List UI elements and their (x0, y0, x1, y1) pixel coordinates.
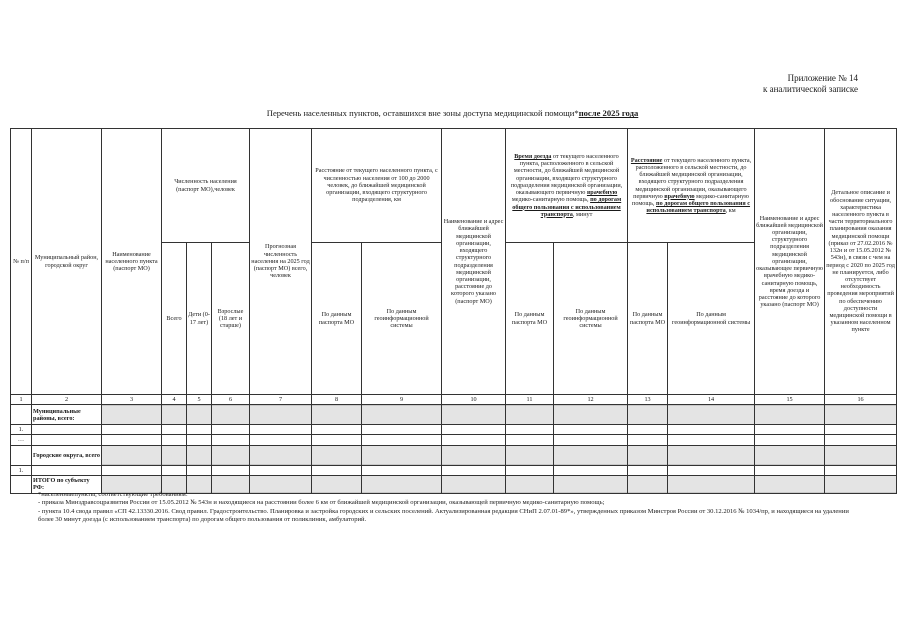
table-cell (668, 465, 755, 475)
road-distance-text-2: медико-санитарную помощь, (632, 192, 749, 207)
table-cell (442, 425, 506, 435)
column-number-cell: 5 (187, 395, 212, 405)
table-cell (162, 405, 187, 425)
column-number-cell: 6 (212, 395, 250, 405)
column-number-cell: 1 (11, 395, 32, 405)
header-population-children: Дети (0-17 лет) (187, 243, 212, 395)
header-forecast-population: Прогнозная численность населения на 2025 год (паспорт МО) всего, человек (250, 129, 312, 395)
column-number-cell: 13 (628, 395, 668, 405)
row-label: Городские округа, всего (33, 451, 100, 459)
table-cell (506, 405, 554, 425)
table-cell (755, 445, 825, 465)
header-distance-gis: По данным геоинформационной системы (362, 243, 442, 395)
table-cell (554, 445, 628, 465)
table-cell (755, 435, 825, 445)
row-label-cell (32, 425, 102, 435)
road-distance-text-3: , км (725, 207, 736, 215)
table-cell (212, 435, 250, 445)
travel-time-emphasis-3: по дорогам общего пользования с использованием транспорта (512, 196, 622, 218)
table-cell (628, 405, 668, 425)
table-cell (628, 465, 668, 475)
column-number-cell: 14 (668, 395, 755, 405)
table-cell (250, 465, 312, 475)
table-cell (506, 435, 554, 445)
header-population-group: Численность населения (паспорт МО),человек (162, 129, 250, 243)
travel-time-emphasis-2: врачебную (586, 189, 618, 197)
table-cell (102, 445, 162, 465)
title-main: Перечень населенных пунктов, оставшихся вне зоны доступа медицинской помощи* (266, 108, 579, 118)
table-cell (825, 435, 897, 445)
table-cell (162, 435, 187, 445)
travel-time-text-2: медико-санитарную помощь, (511, 196, 591, 204)
table-cell (162, 465, 187, 475)
table-cell (102, 465, 162, 475)
table-cell (628, 435, 668, 445)
table-cell (442, 465, 506, 475)
table-cell (668, 445, 755, 465)
table-cell (187, 445, 212, 465)
table-cell (102, 425, 162, 435)
table-row (11, 465, 897, 475)
table-cell (442, 435, 506, 445)
header-nearest-organization: Наименование и адрес ближайшей медицинской организации, входящего структурного подразделения медицинской организации, расстояние до которого указано (паспорт МО) (442, 129, 506, 395)
row-number-cell: 1. (11, 465, 32, 475)
road-distance-emphasis: Расстояние (630, 156, 663, 164)
row-label-cell (32, 435, 102, 445)
header-road-distance-passport: По данным паспорта МО (628, 243, 668, 395)
row-label: ИТОГО по субъекту РФ: (33, 477, 90, 492)
table-cell (825, 445, 897, 465)
row-number-cell (11, 475, 32, 493)
settlements-table (10, 128, 897, 494)
row-label-cell (32, 465, 102, 475)
header-row-number: № п/п (11, 129, 32, 395)
table-cell (212, 465, 250, 475)
column-number-cell: 10 (442, 395, 506, 405)
table-cell (250, 405, 312, 425)
row-label: Муниципальные районы, всего: (33, 407, 81, 422)
footnotes (38, 491, 858, 525)
footnote-item-2: - пункта 10.4 свода правил «СП 42.13330.2016. Свод правил. Градостроительство. Планировка и застройка городских и сельских поселений. Актуализированная редакция СНиП 2.07.01-89*», утвержденных приказом Минстроя России от 30.12.2016 № 1034/пр, и находящиеся на удалении более 30 минут доезда (с использованием транспорта) по дорогам общего пользования от поликлиник, амбулаторий. (38, 507, 849, 524)
title-bold: после 2025 года (578, 108, 639, 118)
column-number-cell: 9 (362, 395, 442, 405)
column-number-cell: 4 (162, 395, 187, 405)
table-cell (312, 405, 362, 425)
header-road-distance-gis: По данным геоинформационной системы (668, 243, 755, 395)
table-cell (755, 405, 825, 425)
table-cell (312, 465, 362, 475)
table-cell (102, 435, 162, 445)
row-number-cell: 1. (11, 425, 32, 435)
column-number-row (11, 395, 897, 405)
table-cell (825, 425, 897, 435)
table-cell (362, 465, 442, 475)
row-number-cell: … (11, 435, 32, 445)
page-title (0, 108, 905, 118)
column-number-cell: 8 (312, 395, 362, 405)
header-time-gis: По данным геоинформационной системы (554, 243, 628, 395)
header-district: Муниципальный район, городской округ (32, 129, 102, 395)
table-cell (312, 425, 362, 435)
table-cell (187, 435, 212, 445)
row-number-cell (11, 405, 32, 425)
table-cell (554, 405, 628, 425)
header-distance-group: Расстояние от текущего населенного пункта, с численностью населения от 100 до 2000 человек, до ближайшей медицинской организации, входящего структурного подразделения, км (312, 129, 442, 243)
table-cell (162, 445, 187, 465)
table-cell (506, 465, 554, 475)
footnote-item-1: - приказа Минздравсоцразвития России от 15.05.2012 № 543н и находящиеся на расстоянии более 6 км от ближайшей медицинской организации, оказывающей первичную медико-санитарную помощь; (38, 499, 605, 507)
table-cell (628, 425, 668, 435)
table-cell (102, 405, 162, 425)
road-distance-emphasis-2: врачебную (664, 192, 695, 200)
table-cell (362, 445, 442, 465)
table-cell (362, 425, 442, 435)
table-cell (755, 425, 825, 435)
table-cell (668, 425, 755, 435)
header-settlement-name: Наименование населенного пункта (паспорт МО) (102, 129, 162, 395)
table-cell (250, 435, 312, 445)
appendix-line-1: Приложение № 14 (787, 73, 858, 83)
table-cell (825, 465, 897, 475)
table-row (11, 425, 897, 435)
table-cell (250, 425, 312, 435)
column-number-cell: 12 (554, 395, 628, 405)
table-row (11, 405, 897, 425)
travel-time-text-3: , минут (572, 210, 593, 218)
header-time-passport: По данным паспорта МО (506, 243, 554, 395)
row-label-cell (32, 445, 102, 465)
table-cell (628, 445, 668, 465)
table-cell (212, 445, 250, 465)
road-distance-emphasis-3: по дорогам общего пользования с использованием транспорта (646, 199, 751, 215)
table-cell (825, 405, 897, 425)
table-cell (668, 435, 755, 445)
header-detailed-description: Детальное описание и обоснование ситуации, характеристика населенного пункта в части территориального планирования оказания медицинской помощи (приказ от 27.02.2016 № 132н и от 15.05.2012 № 543н), в связи с чем на период с 2020 по 2025 год не планируется, либо отсутствует необходимость проведения мероприятий по обеспечению доступности медицинской помощи в указанном населенном пункте (825, 129, 897, 395)
header-nearest-primary-care: Наименование и адрес ближайшей медицинской организации, структурного подразделения медицинской организации, оказывающее первичную врачебную медико-санитарную помощь, время доезда и расстояние до которого указано (паспорт МО) (755, 129, 825, 395)
header-population-total: Всего (162, 243, 187, 395)
header-travel-time-group (506, 129, 628, 243)
table-cell (668, 405, 755, 425)
table-cell (755, 465, 825, 475)
column-number-cell: 15 (755, 395, 825, 405)
table-cell (554, 425, 628, 435)
header-population-adults: Взрослые (18 лет и старше) (212, 243, 250, 395)
table-cell (506, 425, 554, 435)
table-cell (554, 435, 628, 445)
table-cell (187, 405, 212, 425)
travel-time-text-1: от текущего населенного пункта, расположенного в сельской местности, до ближайшей медицинской организации, входящего структурного подразделения медицинской организации, оказывающего первичную (510, 153, 623, 197)
column-number-cell: 16 (825, 395, 897, 405)
table-cell (162, 425, 187, 435)
header-road-distance-group (628, 129, 755, 243)
row-label-cell (32, 405, 102, 425)
table-cell (442, 405, 506, 425)
column-number-cell: 3 (102, 395, 162, 405)
appendix-label (763, 73, 858, 95)
column-number-cell: 2 (32, 395, 102, 405)
row-number-cell (11, 445, 32, 465)
table-cell (506, 445, 554, 465)
road-distance-text-1: от текущего населенного пункта, расположенного в сельской местности, до ближайшей медицинской организации, входящего структурного подразделения медицинской организации, оказывающего первичную (633, 156, 752, 200)
table-cell (187, 425, 212, 435)
travel-time-emphasis: Время доезда (514, 153, 552, 161)
table-cell (362, 435, 442, 445)
column-number-cell: 7 (250, 395, 312, 405)
table-cell (554, 465, 628, 475)
appendix-line-2: к аналитической записке (763, 84, 858, 94)
table-cell (442, 445, 506, 465)
table-cell (212, 405, 250, 425)
table-row (11, 445, 897, 465)
header-distance-passport: По данным паспорта МО (312, 243, 362, 395)
footnote-heading: *населенныепункты, соответствующие требованиям: (38, 491, 188, 498)
table-cell (312, 435, 362, 445)
table-cell (187, 465, 212, 475)
table-cell (250, 445, 312, 465)
column-number-cell: 11 (506, 395, 554, 405)
table-cell (312, 445, 362, 465)
table-row (11, 435, 897, 445)
table-body (11, 405, 897, 494)
table-cell (362, 405, 442, 425)
table-cell (212, 425, 250, 435)
